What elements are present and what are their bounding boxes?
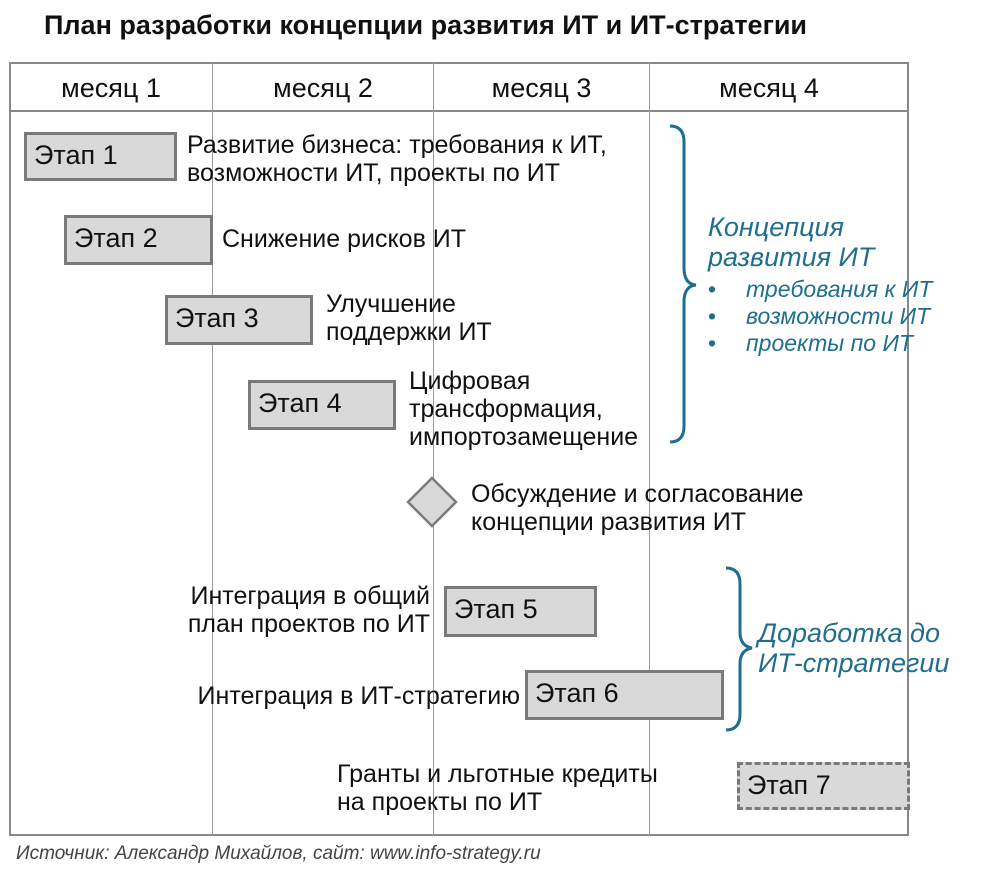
stage-description-1: Развитие бизнеса: требования к ИТ, возможности ИТ, проекты по ИТ bbox=[187, 131, 607, 187]
month-header-1: месяц 1 bbox=[61, 73, 161, 103]
concept-item: • возможности ИТ bbox=[708, 303, 932, 330]
stage-description-6: Интеграция в ИТ-стратегию bbox=[197, 682, 520, 710]
diagram-title: План разработки концепции развития ИТ и ИТ-стратегии bbox=[44, 10, 808, 40]
stage-description-7: Гранты и льготные кредиты на проекты по ИТ bbox=[337, 760, 658, 816]
month-header-3: месяц 3 bbox=[491, 73, 592, 103]
concept-item: • проекты по ИТ bbox=[708, 330, 932, 357]
stage-description-5: Интеграция в общий план проектов по ИТ bbox=[187, 582, 430, 638]
stage-description-2: Снижение рисков ИТ bbox=[222, 225, 467, 253]
concept-list bbox=[708, 276, 932, 357]
refinement-brace bbox=[720, 564, 756, 736]
header-divider bbox=[9, 110, 909, 112]
stage-bar-6: Этап 6 bbox=[525, 670, 724, 720]
source-note: Источник: Александр Михайлов, сайт: www.info-strategy.ru bbox=[16, 843, 541, 864]
stage-bar-4: Этап 4 bbox=[248, 380, 396, 430]
stage-bar-5: Этап 5 bbox=[444, 586, 597, 637]
stage-bar-3: Этап 3 bbox=[165, 295, 313, 345]
milestone-diamond bbox=[406, 476, 458, 528]
stage-bar-7: Этап 7 bbox=[737, 762, 910, 810]
milestone-description: Обсуждение и согласование концепции развития ИТ bbox=[471, 480, 804, 536]
stage-bar-1: Этап 1 bbox=[24, 132, 177, 181]
month-header-2: месяц 2 bbox=[273, 73, 373, 103]
concept-title: Концепция развития ИТ bbox=[708, 212, 875, 272]
stage-description-4: Цифровая трансформация, импортозамещение bbox=[409, 367, 639, 451]
concept-item: • требования к ИТ bbox=[708, 276, 932, 303]
month-header-4: месяц 4 bbox=[719, 73, 819, 103]
refinement-title: Доработка до ИТ-стратегии bbox=[758, 618, 950, 678]
concept-brace bbox=[664, 122, 700, 448]
stage-description-3: Улучшение поддержки ИТ bbox=[326, 290, 492, 346]
stage-bar-2: Этап 2 bbox=[64, 215, 213, 265]
